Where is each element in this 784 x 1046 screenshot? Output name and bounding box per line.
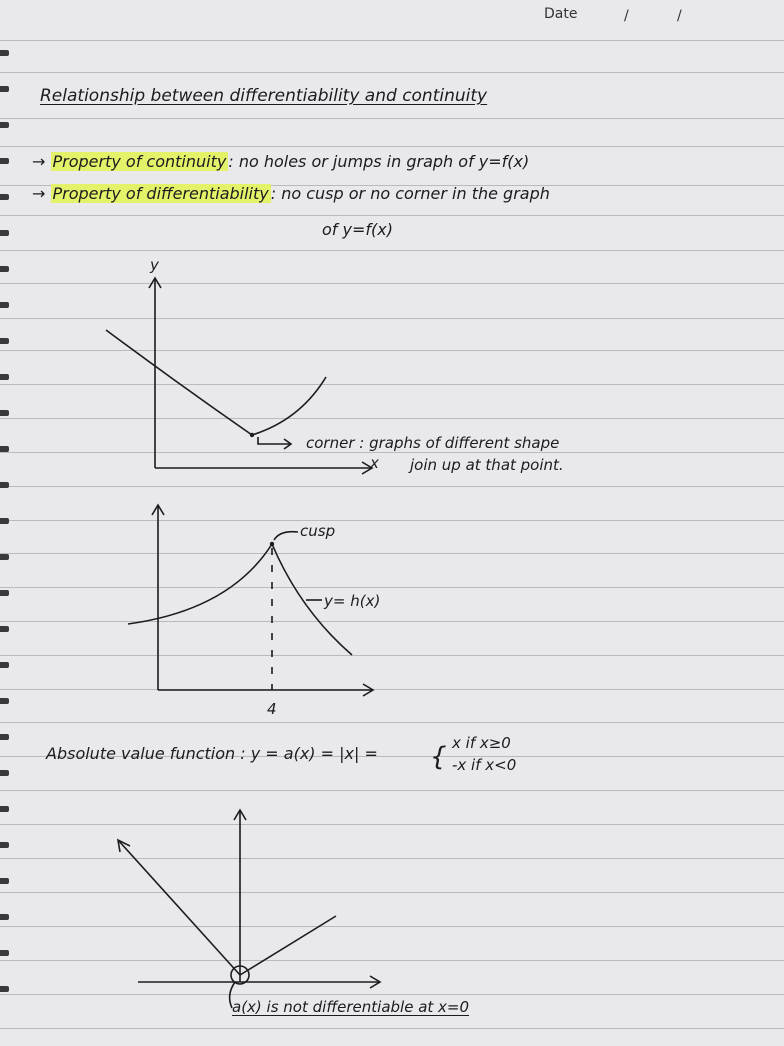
abs-left-branch <box>118 840 240 975</box>
absolute-case-nonnegative: x if x≥0 <box>452 734 511 752</box>
cusp-label: cusp <box>300 522 336 540</box>
date-separator: / <box>624 8 629 24</box>
absolute-value-definition: Absolute value function : y = a(x) = |x| = <box>46 744 378 763</box>
page-title: Relationship between differentiability and continuity <box>40 86 488 106</box>
absolute-note: a(x) is not differentiable at x=0 <box>232 998 470 1016</box>
arrow-icon: → <box>32 184 46 203</box>
date-separator: / <box>677 8 682 24</box>
property-continuation: of y=f(x) <box>322 220 393 239</box>
property-description: : no holes or jumps in graph of y=f(x) <box>228 152 530 171</box>
property-description: : no cusp or no corner in the graph <box>270 184 550 203</box>
corner-note-cont: join up at that point. <box>410 456 564 474</box>
property-term: Property of differentiability <box>52 184 269 203</box>
brace-icon: { <box>430 742 447 772</box>
date-label: Date <box>544 6 578 22</box>
arrow-icon: → <box>32 152 46 171</box>
abs-right-branch <box>240 916 336 975</box>
curve-label: y= h(x) <box>324 592 381 610</box>
absolute-case-negative: -x if x<0 <box>452 756 517 774</box>
y-axis-label: y <box>150 256 159 274</box>
corner-note: corner : graphs of different shape <box>306 434 560 452</box>
x-tick-label: 4 <box>267 700 277 718</box>
x-axis-label: x <box>370 454 379 472</box>
property-term: Property of continuity <box>52 152 227 171</box>
